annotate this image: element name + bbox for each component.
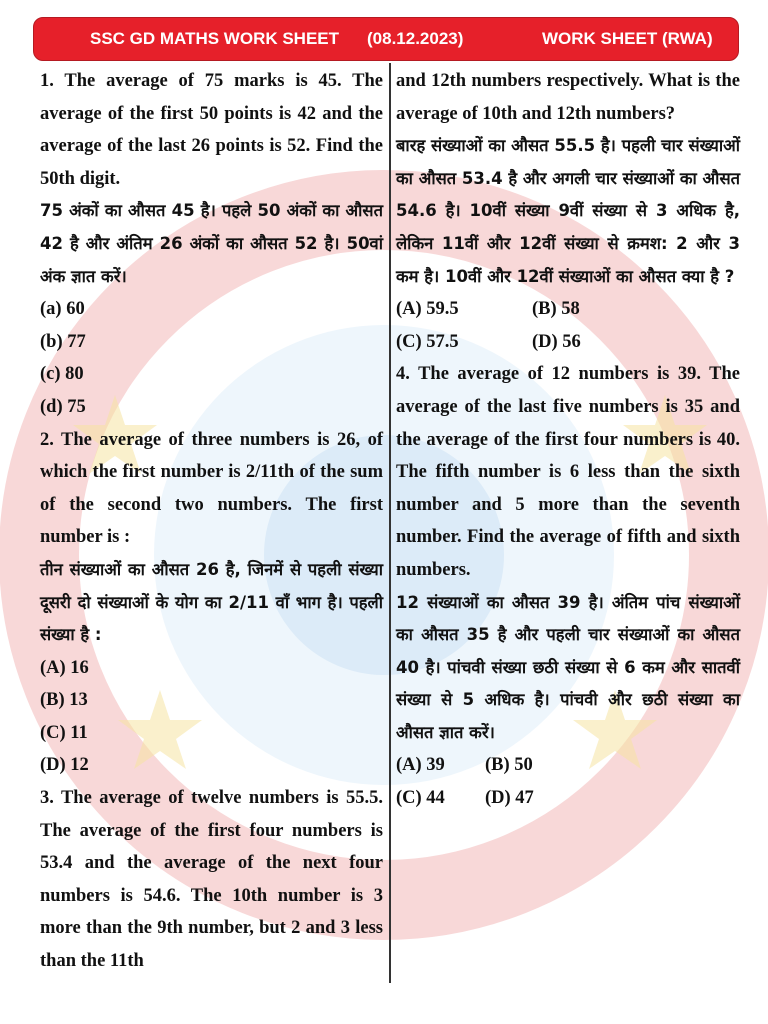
q1-option-c: (c) 80 bbox=[40, 364, 84, 385]
q4-english: 4. The average of 12 numbers is 39. The average of the last five numbers is 35 and the average of the first four numbers is 40. The fifth number is 6 less than the sixth number and 5 more than the seventh number. Find the average of fifth and sixth numbers. bbox=[396, 364, 740, 580]
q3-english-part1: 3. The average of twelve numbers is 55.5. The average of the first four numbers is 53.4 and the average of the next four numbers is 54.6. The 10th number is 3 more than the 9th number, but 2 and 3 less than the 11th bbox=[40, 788, 383, 972]
q2-option-c: (C) 11 bbox=[40, 722, 88, 743]
q1-option-a: (a) 60 bbox=[40, 299, 85, 320]
q1-english: 1. The average of 75 marks is 45. The average of the first 50 points is 42 and the average of the last 26 points is 52. Find the 50th digit. bbox=[40, 71, 383, 189]
q2-option-b: (B) 13 bbox=[40, 690, 88, 711]
q3-english-part2: and 12th numbers respectively. What is the average of 10th and 12th numbers? bbox=[396, 71, 740, 124]
q1-option-d: (d) 75 bbox=[40, 396, 86, 417]
q4-option-c: (C) 44 bbox=[396, 788, 445, 809]
q4-hindi: 12 संख्याओं का औसत 39 है। अंतिम पांच संख्याओं का औसत 35 है और पहली चार संख्याओं का औसत 40 है। पांचवी संख्या छठी संख्या से 6 कम और सातवीं संख्या से 5 अधिक है। पांचवी और छठी संख्या का औसत ज्ञात करें। bbox=[396, 592, 740, 742]
q4-option-a: (A) 39 bbox=[396, 755, 445, 776]
q3-options-row1 bbox=[396, 293, 740, 326]
q2-option-a: (A) 16 bbox=[40, 657, 89, 678]
q4-option-d: (D) 47 bbox=[485, 788, 534, 809]
q2-hindi: तीन संख्याओं का औसत 26 है, जिनमें से पहली संख्या दूसरी दो संख्याओं के योग का 2/11 वाँ भाग है। पहली संख्या है : bbox=[40, 559, 383, 645]
q3-options-row2 bbox=[396, 326, 740, 359]
column-divider bbox=[389, 63, 391, 983]
q4-options-row2 bbox=[396, 782, 740, 815]
q3-option-b: (B) 58 bbox=[532, 299, 580, 320]
header-date: (08.12.2023) bbox=[367, 29, 464, 48]
left-column bbox=[40, 65, 383, 978]
q3-option-d: (D) 56 bbox=[532, 331, 581, 352]
q4-options-row1 bbox=[396, 749, 740, 782]
q3-option-c: (C) 57.5 bbox=[396, 331, 459, 352]
q2-option-d: (D) 12 bbox=[40, 755, 89, 776]
right-column bbox=[396, 65, 740, 815]
q3-option-a: (A) 59.5 bbox=[396, 299, 459, 320]
q1-hindi: 75 अंकों का औसत 45 है। पहले 50 अंकों का औसत 42 है और अंतिम 26 अंकों का औसत 52 है। 50वां अंक ज्ञात करें। bbox=[40, 201, 383, 286]
header-title: SSC GD MATHS WORK SHEET bbox=[90, 29, 340, 48]
q4-option-b: (B) 50 bbox=[485, 755, 533, 776]
q3-hindi: बारह संख्याओं का औसत 55.5 है। पहली चार संख्याओं का औसत 53.4 है और अगली चार संख्याओं का औसत 54.6 है। 10वीं संख्या 9वीं संख्या से 3 अधिक है, लेकिन 11वीं और 12वीं संख्या से क्रमश: 2 और 3 कम है। 10वीं और 12वीं संख्याओं का औसत क्या है ? bbox=[396, 136, 740, 286]
worksheet-header bbox=[33, 17, 739, 61]
header-worksheet-label: WORK SHEET (RWA) bbox=[542, 29, 713, 48]
q2-english: 2. The average of three numbers is 26, of which the first number is 2/11th of the sum of the second two numbers. The first number is : bbox=[40, 429, 383, 548]
q1-option-b: (b) 77 bbox=[40, 331, 86, 352]
